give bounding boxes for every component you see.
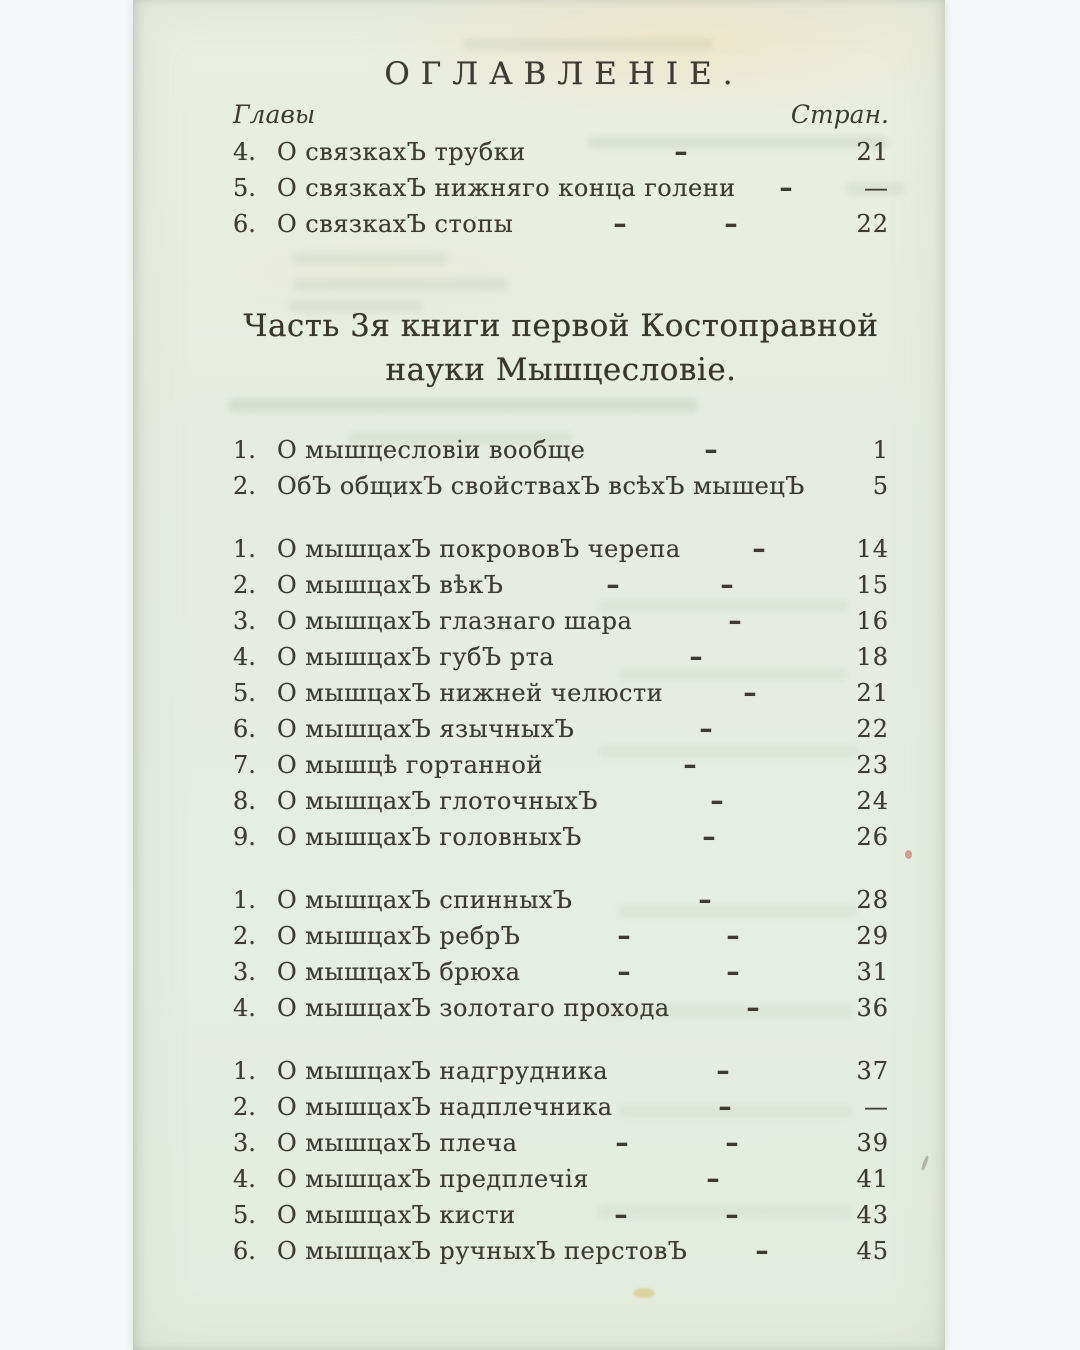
- chapter-title: О мышцахЪ ручныхЪ перстовЪ: [277, 1237, 688, 1265]
- page-number: 26: [856, 823, 889, 851]
- chapter-title: О мышцахЪ предплечія: [277, 1165, 589, 1193]
- toc-row: [233, 1233, 889, 1269]
- dash-leader: [608, 1053, 837, 1089]
- toc-sections-after-heading: [233, 432, 889, 1269]
- toc-row: [233, 1125, 889, 1161]
- leader-dash-icon: -: [743, 678, 758, 707]
- toc-row: [233, 531, 889, 567]
- toc-row: [233, 603, 889, 639]
- dash-leader: [513, 206, 837, 242]
- page-number: 1: [872, 436, 889, 464]
- chapter-number: 1.: [233, 436, 256, 464]
- dash-leader: [543, 747, 837, 783]
- chapter-number: 3.: [233, 1129, 256, 1157]
- toc-row: [233, 747, 889, 783]
- dash-leader: [598, 783, 837, 819]
- leader-dash-icon: -: [751, 534, 766, 563]
- toc-row: [233, 134, 889, 170]
- leader-dash-icon: -: [698, 714, 713, 743]
- chapter-title: О мышцѣ гортанной: [277, 751, 543, 779]
- toc-row: [233, 1053, 889, 1089]
- chapter-number: 1.: [233, 1057, 256, 1085]
- chapter-title: О мышцахЪ надгрудника: [277, 1057, 609, 1085]
- toc-row: [233, 567, 889, 603]
- chapter-number: 5.: [233, 1201, 256, 1229]
- leader-dash-icon: -: [720, 570, 735, 599]
- chapter-title: О мышцахЪ ребрЪ: [277, 922, 521, 950]
- page-number: 21: [856, 679, 889, 707]
- page-number: 18: [856, 643, 889, 671]
- chapter-title: ОбЪ общихЪ свойствахЪ всѣхЪ мышецЪ: [277, 472, 805, 500]
- page-number: —: [864, 174, 889, 202]
- chapter-title: О мышцахЪ спинныхЪ: [277, 886, 573, 914]
- dash-leader: [670, 990, 837, 1026]
- page-number: 24: [856, 787, 889, 815]
- leader-dash-icon: -: [615, 1128, 630, 1157]
- toc-group-ligaments: [233, 134, 889, 242]
- toc-group-head-muscles: [233, 531, 889, 855]
- leader-dash-icon: -: [702, 822, 717, 851]
- dash-leader: [687, 1233, 837, 1269]
- toc-row: [233, 990, 889, 1026]
- column-header-chapters: Главы: [233, 100, 316, 129]
- leader-dash-icon: -: [724, 1200, 739, 1229]
- leader-dash-icon: -: [715, 1056, 730, 1085]
- dash-leader: [573, 882, 838, 918]
- book-page: [133, 0, 945, 1350]
- chapter-number: 5.: [233, 174, 256, 202]
- leader-dash-icon: -: [697, 885, 712, 914]
- part-heading-line1: Часть 3я книги первой Костоправной: [243, 308, 879, 344]
- leader-dash-icon: -: [688, 642, 703, 671]
- chapter-title: О связкахЪ стопы: [277, 210, 514, 238]
- chapter-title: О мышцахЪ покрововЪ черепа: [277, 535, 681, 563]
- chapter-number: 4.: [233, 138, 256, 166]
- chapter-number: 9.: [233, 823, 256, 851]
- dash-leader: [574, 711, 837, 747]
- dash-leader: [663, 675, 837, 711]
- chapter-number: 3.: [233, 607, 256, 635]
- page-number: 43: [856, 1201, 889, 1229]
- toc-row: [233, 1197, 889, 1233]
- chapter-number: 3.: [233, 958, 256, 986]
- toc-row: [233, 675, 889, 711]
- chapter-title: О мышцахЪ глоточныхЪ: [277, 787, 598, 815]
- leader-dash-icon: -: [617, 957, 632, 986]
- toc-sections-before-heading: [233, 134, 889, 242]
- dash-leader: [516, 1197, 837, 1233]
- toc-row: [233, 1089, 889, 1125]
- page-number: 21: [856, 138, 889, 166]
- page-number: 39: [856, 1129, 889, 1157]
- chapter-number: 2.: [233, 571, 256, 599]
- leader-dash-icon: -: [779, 173, 794, 202]
- dash-leader: [503, 567, 837, 603]
- dash-leader: [520, 954, 837, 990]
- page-number: 14: [856, 535, 889, 563]
- page-number: 45: [856, 1237, 889, 1265]
- chapter-number: 4.: [233, 643, 256, 671]
- chapter-number: 4.: [233, 994, 256, 1022]
- dash-leader: [613, 1089, 837, 1125]
- leader-dash-icon: -: [723, 209, 738, 238]
- chapter-title: О мышцахЪ плеча: [277, 1129, 518, 1157]
- leader-dash-icon: -: [617, 921, 632, 950]
- leader-dash-icon: -: [746, 993, 761, 1022]
- dash-leader: [736, 170, 837, 206]
- leader-dash-icon: -: [705, 1164, 720, 1193]
- leader-dash-icon: -: [717, 1092, 732, 1121]
- page-number: 36: [856, 994, 889, 1022]
- chapter-number: 6.: [233, 210, 256, 238]
- dash-leader: [554, 639, 837, 675]
- page-number: 22: [856, 210, 889, 238]
- leader-dash-icon: -: [612, 209, 627, 238]
- chapter-number: 5.: [233, 679, 256, 707]
- chapter-title: О мышцахЪ губЪ рта: [277, 643, 555, 671]
- leader-dash-icon: -: [755, 1236, 770, 1265]
- leader-dash-icon: -: [674, 137, 689, 166]
- leader-dash-icon: -: [727, 606, 742, 635]
- page-number: 41: [856, 1165, 889, 1193]
- toc-group-myology-general: [233, 432, 889, 504]
- chapter-title: О мышцахЪ головныхЪ: [277, 823, 582, 851]
- toc-row: [233, 432, 889, 468]
- toc-row: [233, 954, 889, 990]
- chapter-number: 2.: [233, 922, 256, 950]
- leader-dash-icon: -: [726, 957, 741, 986]
- chapter-number: 6.: [233, 1237, 256, 1265]
- toc-row: [233, 639, 889, 675]
- chapter-number: 1.: [233, 886, 256, 914]
- chapter-title: О мышцахЪ вѣкЪ: [277, 571, 504, 599]
- page-number: 23: [856, 751, 889, 779]
- toc-group-trunk-muscles: [233, 882, 889, 1026]
- leader-dash-icon: -: [726, 921, 741, 950]
- chapter-number: 2.: [233, 472, 256, 500]
- dash-leader: [585, 432, 837, 468]
- toc-row: [233, 468, 889, 504]
- toc-row: [233, 206, 889, 242]
- toc-group-arm-muscles: [233, 1053, 889, 1269]
- dash-leader: [582, 819, 837, 855]
- dash-leader: [526, 134, 837, 170]
- dash-leader: [517, 1125, 837, 1161]
- page-number: 16: [856, 607, 889, 635]
- part-heading: [233, 304, 889, 392]
- page-number: 15: [856, 571, 889, 599]
- toc-row: [233, 918, 889, 954]
- chapter-title: О мышцахЪ язычныхЪ: [277, 715, 575, 743]
- leader-dash-icon: -: [704, 435, 719, 464]
- dash-leader: [681, 531, 837, 567]
- chapter-number: 2.: [233, 1093, 256, 1121]
- page-number: 28: [856, 886, 889, 914]
- leader-dash-icon: -: [682, 750, 697, 779]
- chapter-number: 1.: [233, 535, 256, 563]
- toc-row: [233, 1161, 889, 1197]
- leader-dash-icon: -: [605, 570, 620, 599]
- chapter-number: 6.: [233, 715, 256, 743]
- page-number: 5: [872, 472, 889, 500]
- chapter-title: О мышцахЪ надплечника: [277, 1093, 613, 1121]
- chapter-number: 4.: [233, 1165, 256, 1193]
- toc-row: [233, 783, 889, 819]
- page-number: 29: [856, 922, 889, 950]
- column-header-pages: Стран.: [790, 100, 889, 129]
- leader-dash-icon: -: [614, 1200, 629, 1229]
- chapter-title: О мышцахЪ глазнаго шара: [277, 607, 633, 635]
- page-number: 31: [856, 958, 889, 986]
- toc-content: [133, 0, 945, 1350]
- column-headers: [233, 98, 889, 132]
- leader-dash-icon: -: [710, 786, 725, 815]
- dash-leader: [520, 918, 837, 954]
- chapter-number: 7.: [233, 751, 256, 779]
- toc-row: [233, 882, 889, 918]
- chapter-title: О связкахЪ трубки: [277, 138, 526, 166]
- page-title: ОГЛАВЛЕНІЕ.: [384, 56, 744, 92]
- chapter-title: О мышцахЪ нижней челюсти: [277, 679, 664, 707]
- toc-row: [233, 170, 889, 206]
- toc-row: [233, 711, 889, 747]
- chapter-title: О мышцахЪ кисти: [277, 1201, 516, 1229]
- dash-leader: [589, 1161, 837, 1197]
- page-number: 22: [856, 715, 889, 743]
- leader-dash-icon: -: [725, 1128, 740, 1157]
- chapter-title: О связкахЪ нижняго конца голени: [277, 174, 736, 202]
- chapter-title: О мышцесловіи вообще: [277, 436, 586, 464]
- chapter-title: О мышцахЪ золотаго прохода: [277, 994, 670, 1022]
- page-number: 37: [856, 1057, 889, 1085]
- dash-leader: [632, 603, 837, 639]
- toc-row: [233, 819, 889, 855]
- page-number: —: [864, 1093, 889, 1121]
- part-heading-line2: науки Мышцесловіе.: [385, 352, 737, 388]
- chapter-title: О мышцахЪ брюха: [277, 958, 521, 986]
- chapter-number: 8.: [233, 787, 256, 815]
